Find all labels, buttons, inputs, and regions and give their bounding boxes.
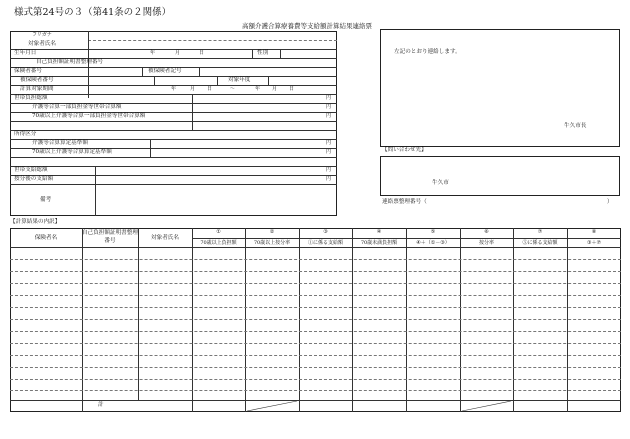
period-label: 計算対象期間 <box>20 86 54 92</box>
row-label: 世帯支給総額 <box>14 167 48 173</box>
column-num: ⑦ <box>537 229 543 235</box>
column-header: ⑤に係る支給額 <box>522 240 558 246</box>
column-num: ⑧ <box>591 229 597 235</box>
total-slash-2 <box>245 400 299 412</box>
period-end-month: 月 <box>272 86 278 92</box>
column-header: 対象者氏名 <box>151 235 179 241</box>
dob-day-unit: 日 <box>199 50 205 56</box>
column-header: 按分率 <box>478 240 494 246</box>
column-header: ③＋⑦ <box>587 240 601 246</box>
column-num: ① <box>216 229 221 235</box>
row-unit: 円 <box>326 104 332 110</box>
results-table <box>10 228 621 412</box>
column-num: ⑤ <box>430 229 436 235</box>
row-label: 70歳以上介護等合算一部負担金等世帯合算額 <box>32 113 146 119</box>
notice-text: 左記のとおり連絡します。 <box>394 49 461 55</box>
sex-label: 性別 <box>257 50 269 56</box>
insured-symbol-label: 被保険者記号 <box>148 68 182 74</box>
insurer-number-label: 保険者番号 <box>14 68 42 74</box>
period-tilde: ～ <box>230 86 236 92</box>
contact-org: 牛久市 <box>432 180 449 186</box>
contact-title: 【問い合わせ先】 <box>382 147 427 153</box>
column-header: 70歳以上負担額 <box>200 240 237 246</box>
row-label: 介護等合算算定基準額 <box>32 140 88 146</box>
row-unit: 円 <box>326 113 332 119</box>
column-num: ⑥ <box>484 229 489 235</box>
period-start-day: 日 <box>207 86 213 92</box>
contact-ref-close: ） <box>607 199 613 205</box>
row-unit: 円 <box>326 176 332 182</box>
column-num: ④ <box>376 229 382 235</box>
remarks-label: 備考 <box>40 197 52 203</box>
column-num: ② <box>269 229 275 235</box>
row-unit: 円 <box>326 149 332 155</box>
column-header: 70歳未満負担額 <box>360 240 398 246</box>
dob-month-unit: 月 <box>175 50 181 56</box>
dob-label: 生年月日 <box>14 50 37 56</box>
period-start-year: 年 <box>171 86 177 92</box>
row-unit: 円 <box>326 167 332 173</box>
column-header: 保険者名 <box>34 235 58 241</box>
period-end-day: 日 <box>289 86 295 92</box>
results-section-title: 【計算結果の内訳】 <box>10 219 61 225</box>
row-label: 按分後の支給額 <box>14 176 54 182</box>
column-num: ③ <box>323 229 328 235</box>
form-number: 様式第24号の３（第41条の２関係） <box>14 7 172 18</box>
total-slash-6 <box>460 400 513 412</box>
dob-year-unit: 年 <box>150 50 156 56</box>
name-label: 対象者氏名 <box>28 41 56 47</box>
signer-name: 牛久市長 <box>564 123 587 129</box>
insured-number-label: 被保険者番号 <box>20 77 54 83</box>
row-label: 70歳以上介護等合算算定基準額 <box>32 149 112 155</box>
column-header: 自己負担額証明書整理番号 <box>82 230 138 244</box>
column-header: 70歳以上按分率 <box>253 240 291 246</box>
contact-ref-label: 連絡票整理番号（ <box>382 199 427 205</box>
total-label: 計 <box>98 402 104 408</box>
document-title: 高額介護合算療養費等支給額計算結果連絡票 <box>242 22 372 30</box>
target-year-label: 対象年度 <box>228 77 251 83</box>
row-label: 介護等合算一部負担金等世帯合算額 <box>32 104 122 110</box>
cert-number-label: 自己負担額証明書整理番号 <box>36 59 104 65</box>
row-unit: 円 <box>326 140 332 146</box>
period-start-month: 月 <box>190 86 196 92</box>
furigana-label: フリガナ <box>32 32 52 38</box>
contact-box <box>380 156 620 196</box>
period-end-year: 年 <box>255 86 261 92</box>
row-label: 所得区分 <box>14 131 37 137</box>
column-header: ④＋（①－③） <box>416 240 450 246</box>
column-header: ①に係る支給額 <box>307 240 343 246</box>
row-label: 世帯負担総額 <box>14 95 48 101</box>
row-unit: 円 <box>326 95 332 101</box>
